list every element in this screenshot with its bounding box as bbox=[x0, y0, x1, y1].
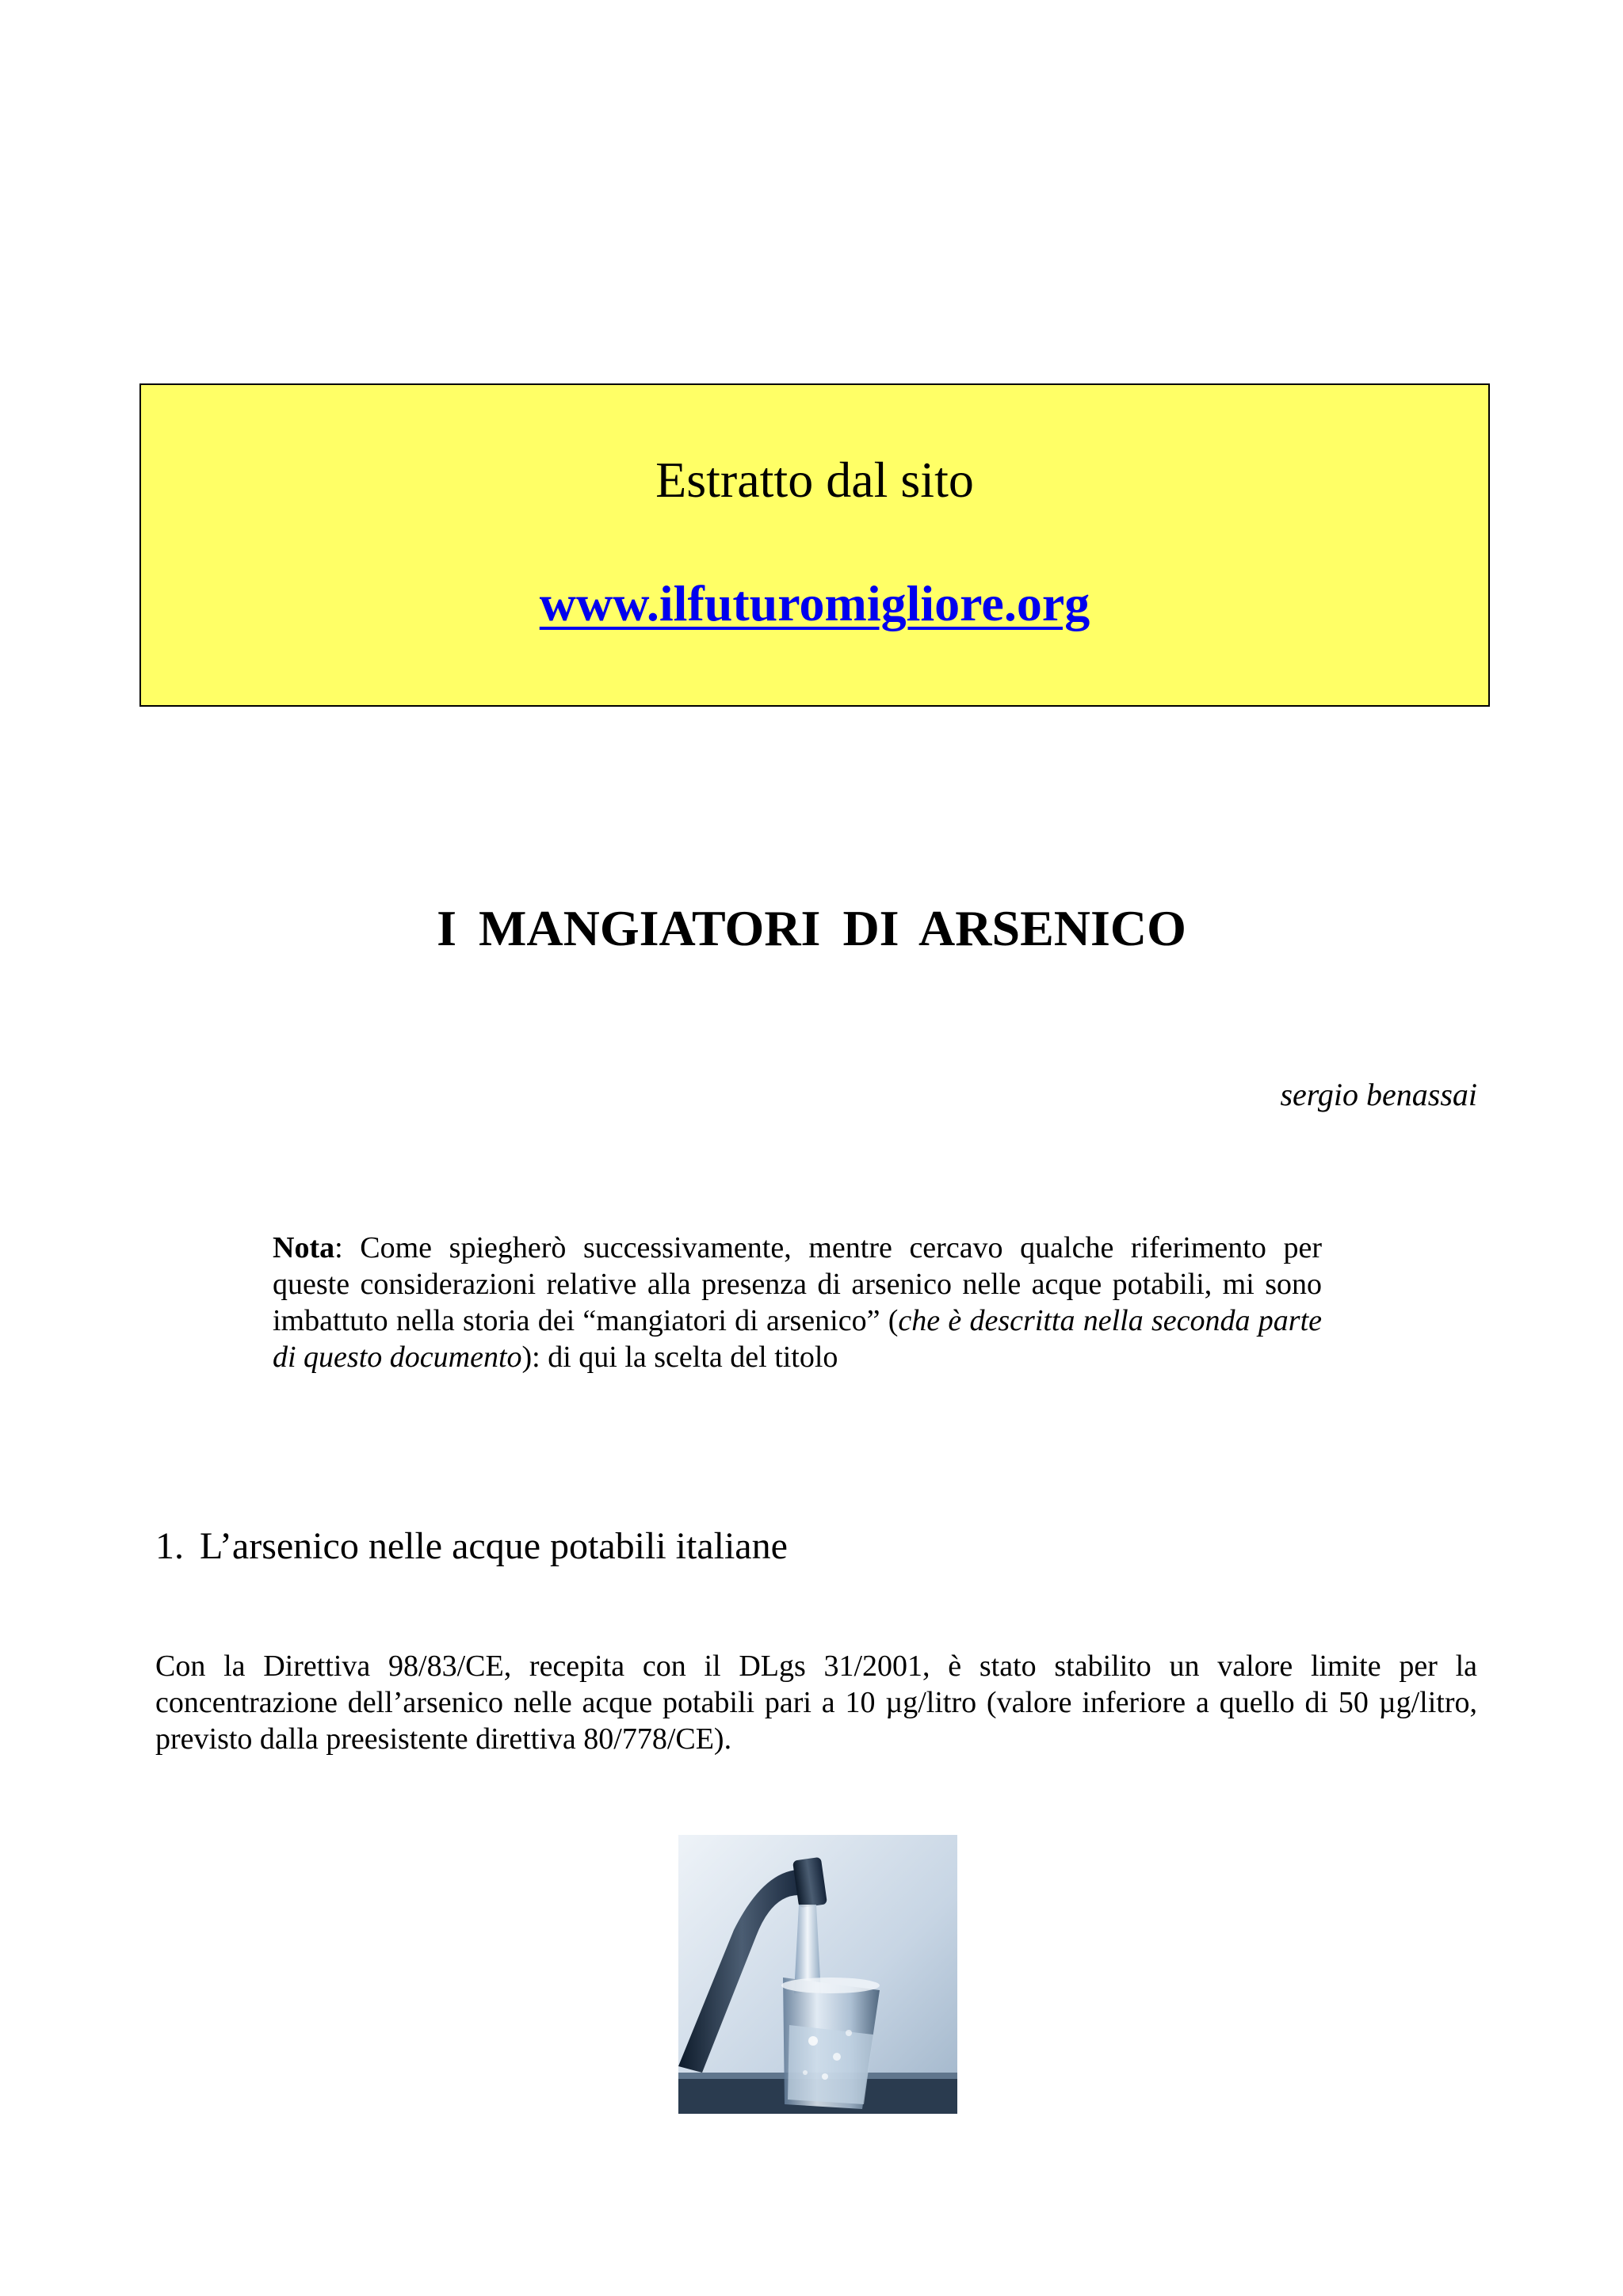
author-name: sergio benassai bbox=[1280, 1077, 1477, 1112]
note-label: Nota bbox=[273, 1231, 335, 1264]
note-text-2: ): di qui la scelta del titolo bbox=[521, 1341, 838, 1374]
note-italic-text: che è descritta nella seconda parte di questo documento bbox=[273, 1304, 1322, 1374]
section-number: 1. bbox=[155, 1525, 184, 1567]
source-banner bbox=[139, 383, 1490, 707]
note-paragraph bbox=[273, 1230, 1322, 1375]
section-title: L’arsenico nelle acque potabili italiane bbox=[200, 1525, 788, 1567]
banner-title: Estratto dal sito bbox=[655, 452, 974, 508]
section-1-paragraph: Con la Direttiva 98/83/CE, recepita con il DLgs 31/2001, è stato stabilito un valore limite per la concentrazione dell’arsenico nelle acque potabili pari a 10 µg/litro (valore inferiore a quello di 50 µg/litro, previsto dalla preesistente direttiva 80/778/CE). bbox=[155, 1650, 1477, 1756]
water-glass-photo bbox=[678, 1835, 957, 2114]
document-title: I MANGIATORI DI ARSENICO bbox=[437, 900, 1186, 956]
site-link[interactable]: www.ilfuturomigliore.org bbox=[539, 575, 1090, 631]
note-text-1: : Come spiegherò successivamente, mentre cercavo qualche riferimento per queste considerazioni relative alla presenza di arsenico nelle acque potabili, mi sono imbattuto nella storia dei “mangiatori di arsenico” ( bbox=[273, 1231, 1322, 1337]
section-1-heading bbox=[155, 1527, 788, 1566]
